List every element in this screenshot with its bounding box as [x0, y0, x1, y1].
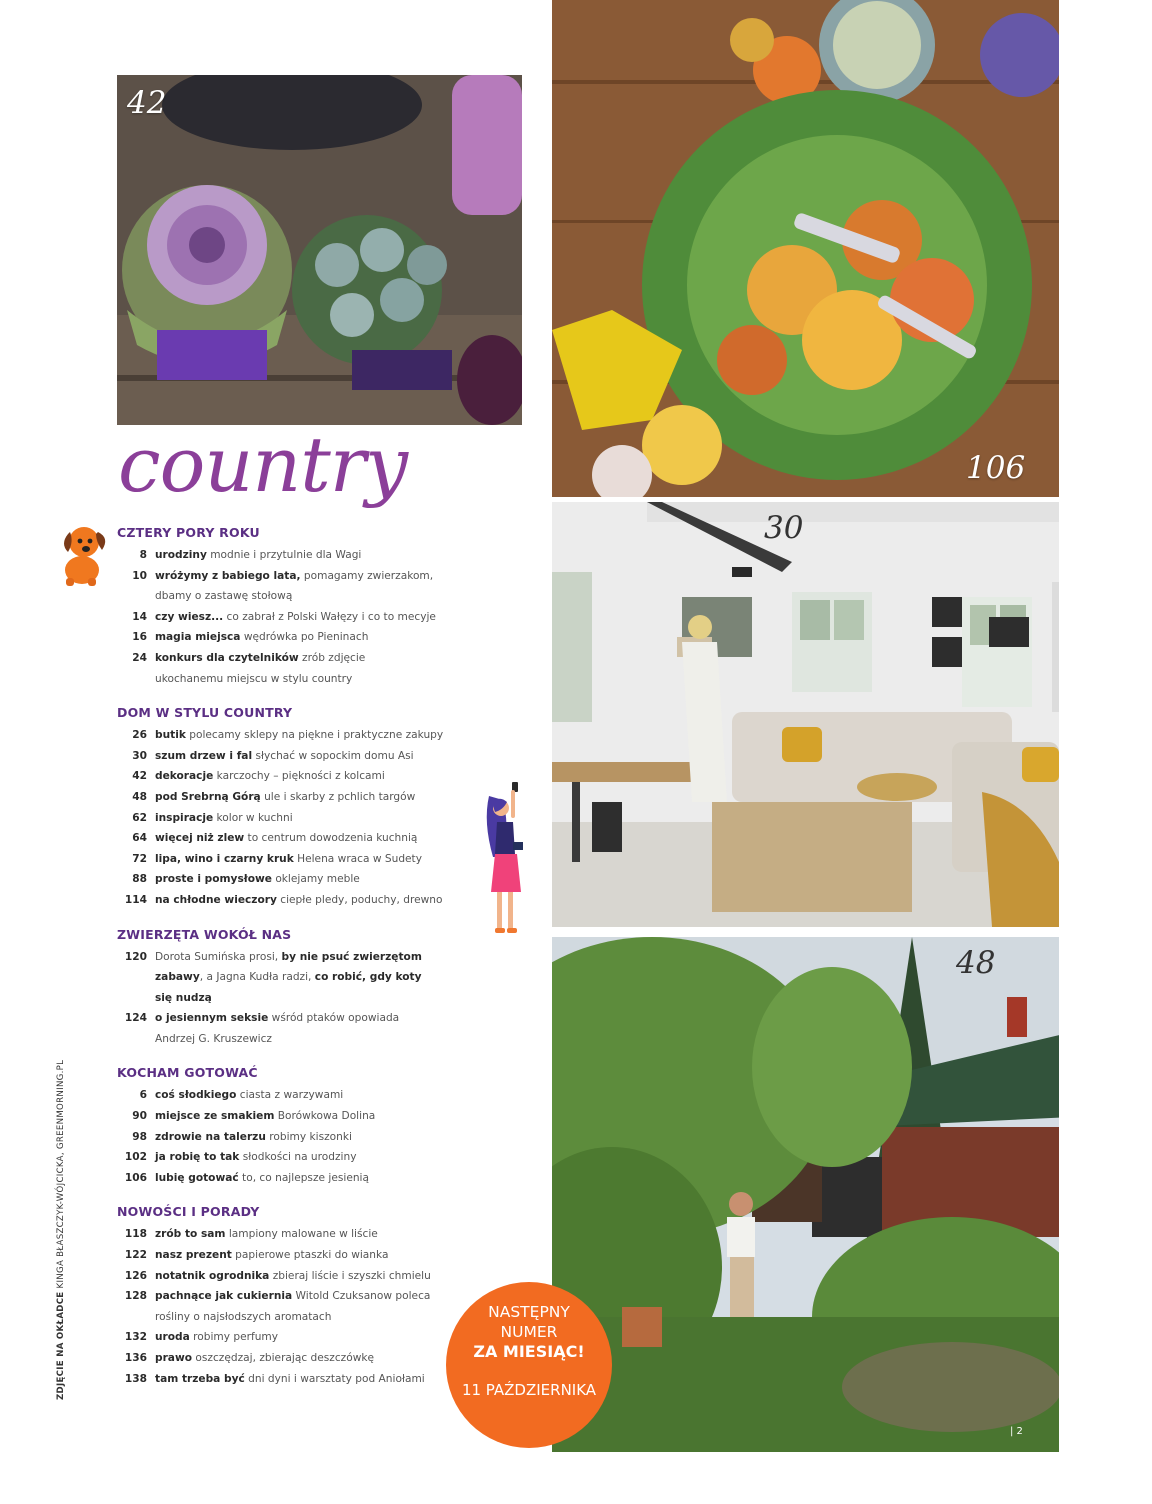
- page-number-42: 42: [127, 85, 167, 121]
- toc-entry[interactable]: 26 butik polecamy sklepy na piękne i praktyczne zakupy: [132, 729, 444, 742]
- next-issue-line1: NASTĘPNY: [488, 1303, 570, 1321]
- brand-title: country: [118, 420, 408, 509]
- section-title: ZWIERZĘTA WOKÓŁ NAS: [117, 926, 292, 942]
- toc-entry[interactable]: 118 zrób to sam lampiony malowane w liście: [124, 1228, 378, 1241]
- toc-entry[interactable]: 6 coś słodkiego ciasta z warzywami: [139, 1089, 344, 1102]
- toc-entry-continuation: zabawy, a Jagna Kudła radzi, co robić, gdy koty: [155, 971, 422, 984]
- garden-photo: [552, 937, 1059, 1452]
- toc-entry[interactable]: 90 miejsce ze smakiem Borówkowa Dolina: [132, 1110, 376, 1123]
- page-number-30: 30: [764, 510, 804, 546]
- toc-entry[interactable]: 126 notatnik ogrodnika zbieraj liście i szyszki chmielu: [124, 1269, 431, 1282]
- page-number-48: 48: [956, 945, 996, 981]
- toc-entry[interactable]: 14 czy wiesz... co zabrał z Polski Wałęzy i co to mecyje: [132, 610, 436, 623]
- toc-entry[interactable]: 136 prawo oszczędzaj, zbierając deszczówkę: [124, 1352, 375, 1364]
- section-title: DOM W STYLU COUNTRY: [117, 705, 293, 721]
- toc-entry[interactable]: 30 szum drzew i fal słychać w sopockim domu Asi: [132, 749, 414, 762]
- toc-entry[interactable]: 120 Dorota Sumińska prosi, by nie psuć zwierzętom: [124, 950, 422, 963]
- toc-entry[interactable]: 102 ja robię to tak słodkości na urodziny: [124, 1151, 357, 1164]
- page-footer-number: | 2: [1010, 1426, 1023, 1437]
- living-room-photo: [552, 502, 1059, 927]
- artichoke-photo: [117, 75, 522, 425]
- toc-entry[interactable]: 24 konkurs dla czytelników zrób zdjęcie: [132, 651, 366, 664]
- toc-entry-continuation: się nudzą: [155, 991, 212, 1004]
- toc-entry[interactable]: 128 pachnące jak cukiernia Witold Czuksanow poleca: [124, 1290, 431, 1303]
- next-issue-line2: NUMER: [500, 1323, 558, 1341]
- toc-entry[interactable]: 8 urodziny modnie i przytulnie dla Wagi: [139, 549, 362, 561]
- next-issue-date: 11 PAŹDZIERNIKA: [461, 1381, 597, 1399]
- toc-entry-continuation: ukochanemu miejscu w stylu country: [155, 672, 353, 685]
- toc-entry[interactable]: 106 lubię gotować to, co najlepsze jesienią: [124, 1171, 369, 1184]
- toc-entry[interactable]: 114 na chłodne wieczory ciepłe pledy, poduchy, drewno: [124, 893, 443, 906]
- section-title: CZTERY PORY ROKU: [117, 525, 260, 540]
- toc-entry[interactable]: 124 o jesiennym seksie wśród ptaków opowiada: [124, 1012, 400, 1025]
- cover-photo-credit: ZDJĘCIE NA OKŁADCE KINGA BŁASZCZYK-WÓJCICKA, GREENMORNING.PL: [56, 1059, 66, 1400]
- toc-entry[interactable]: 122 nasz prezent papierowe ptaszki do wianka: [124, 1249, 389, 1262]
- toc-section: [117, 926, 545, 1050]
- toc-section: [117, 524, 545, 689]
- salad-photo: [552, 0, 1059, 497]
- toc-entry[interactable]: 48 pod Srebrną Górą ule i skarby z pchlich targów: [132, 790, 416, 803]
- toc-entry[interactable]: 62 inspiracje kolor w kuchni: [132, 811, 293, 824]
- section-title: NOWOŚCI I PORADY: [117, 1204, 260, 1220]
- toc-entry[interactable]: 88 proste i pomysłowe oklejamy meble: [132, 873, 360, 886]
- section-title: KOCHAM GOTOWAĆ: [117, 1065, 258, 1081]
- toc-entry-continuation: Andrzej G. Kruszewicz: [155, 1032, 272, 1045]
- toc-entry[interactable]: 72 lipa, wino i czarny kruk Helena wraca w Sudety: [132, 852, 422, 865]
- page-number-106: 106: [966, 450, 1026, 486]
- dog-illustration: [58, 522, 112, 586]
- toc-section: [117, 704, 545, 910]
- toc-entry-continuation: rośliny o najsłodszych aromatach: [155, 1310, 332, 1323]
- toc-section: [117, 1064, 545, 1188]
- toc-entry[interactable]: 64 więcej niż zlew to centrum dowodzenia kuchnią: [132, 832, 418, 845]
- toc-entry[interactable]: 138 tam trzeba być dni dyni i warsztaty pod Aniołami: [124, 1372, 425, 1385]
- toc-entry-continuation: dbamy o zastawę stołową: [155, 590, 293, 603]
- next-issue-badge: [446, 1282, 612, 1448]
- toc-entry[interactable]: 42 dekoracje karczochy – piękności z kolcami: [132, 770, 385, 783]
- toc-entry[interactable]: 16 magia miejsca wędrówka po Pieninach: [132, 631, 369, 644]
- toc-entry[interactable]: 10 wróżymy z babiego lata, pomagamy zwierzakom,: [132, 569, 434, 582]
- next-issue-line3: ZA MIESIĄC!: [473, 1342, 585, 1361]
- toc-entry[interactable]: 98 zdrowie na talerzu robimy kiszonki: [132, 1130, 352, 1143]
- toc-entry[interactable]: 132 uroda robimy perfumy: [124, 1331, 279, 1344]
- table-of-contents: [117, 524, 545, 1404]
